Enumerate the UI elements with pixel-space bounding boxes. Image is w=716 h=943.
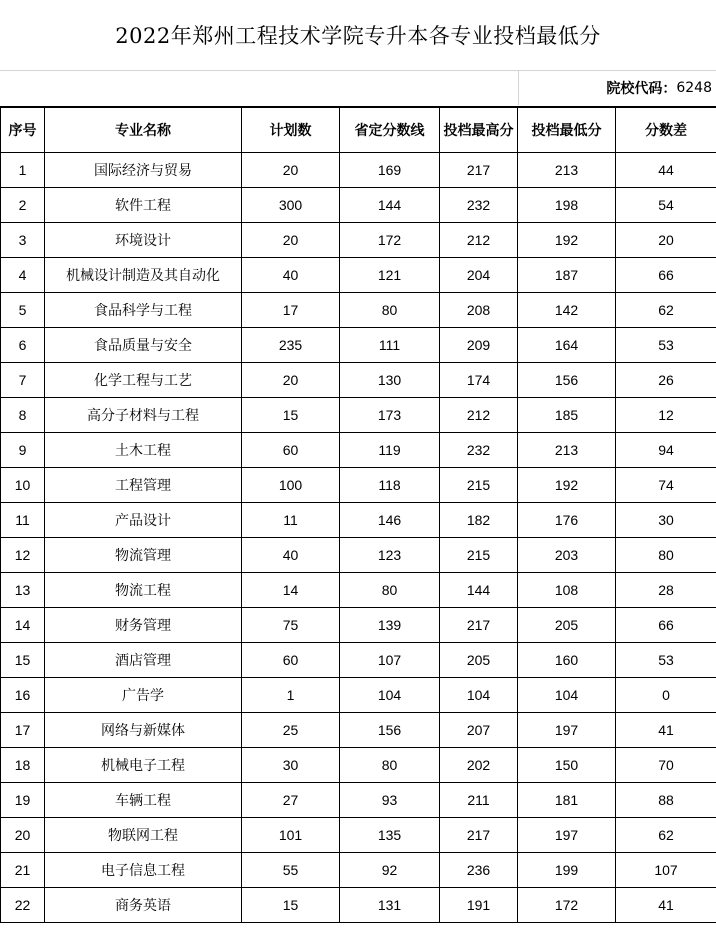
cell-diff: 74 <box>616 467 716 502</box>
cell-major: 财务管理 <box>45 607 242 642</box>
table-row <box>1 782 716 817</box>
cell-min: 205 <box>518 607 616 642</box>
cell-major: 物流管理 <box>45 537 242 572</box>
cell-min: 156 <box>518 362 616 397</box>
table-row <box>1 502 716 537</box>
cell-diff: 30 <box>616 502 716 537</box>
column-header-min: 投档最低分 <box>518 107 616 152</box>
cell-plan: 101 <box>242 817 340 852</box>
cell-major: 食品质量与安全 <box>45 327 242 362</box>
school-code-value: 6248 <box>676 80 712 96</box>
cell-diff: 12 <box>616 397 716 432</box>
table-row <box>1 327 716 362</box>
cell-threshold: 139 <box>340 607 440 642</box>
cell-index: 3 <box>1 222 45 257</box>
cell-index: 20 <box>1 817 45 852</box>
cell-max: 209 <box>440 327 518 362</box>
cell-threshold: 118 <box>340 467 440 502</box>
cell-threshold: 104 <box>340 677 440 712</box>
cell-max: 236 <box>440 852 518 887</box>
table-row <box>1 887 716 922</box>
cell-max: 217 <box>440 152 518 187</box>
table-row <box>1 817 716 852</box>
cell-index: 11 <box>1 502 45 537</box>
cell-plan: 27 <box>242 782 340 817</box>
cell-min: 104 <box>518 677 616 712</box>
cell-min: 197 <box>518 817 616 852</box>
column-header-plan: 计划数 <box>242 107 340 152</box>
cell-threshold: 121 <box>340 257 440 292</box>
cell-index: 16 <box>1 677 45 712</box>
cell-diff: 70 <box>616 747 716 782</box>
column-header-index: 序号 <box>1 107 45 152</box>
cell-min: 192 <box>518 467 616 502</box>
cell-plan: 40 <box>242 257 340 292</box>
cell-threshold: 93 <box>340 782 440 817</box>
cell-index: 10 <box>1 467 45 502</box>
cell-threshold: 80 <box>340 572 440 607</box>
cell-major: 酒店管理 <box>45 642 242 677</box>
cell-index: 8 <box>1 397 45 432</box>
cell-diff: 0 <box>616 677 716 712</box>
cell-major: 广告学 <box>45 677 242 712</box>
cell-max: 232 <box>440 187 518 222</box>
cell-plan: 60 <box>242 642 340 677</box>
cell-threshold: 131 <box>340 887 440 922</box>
cell-plan: 15 <box>242 887 340 922</box>
cell-min: 199 <box>518 852 616 887</box>
table-row <box>1 397 716 432</box>
table-row <box>1 747 716 782</box>
cell-major: 食品科学与工程 <box>45 292 242 327</box>
cell-min: 213 <box>518 432 616 467</box>
column-header-diff: 分数差 <box>616 107 716 152</box>
cell-min: 164 <box>518 327 616 362</box>
cell-diff: 66 <box>616 257 716 292</box>
cell-threshold: 130 <box>340 362 440 397</box>
table-row <box>1 152 716 187</box>
cell-index: 13 <box>1 572 45 607</box>
cell-plan: 300 <box>242 187 340 222</box>
cell-index: 2 <box>1 187 45 222</box>
table-row <box>1 222 716 257</box>
cell-max: 174 <box>440 362 518 397</box>
cell-max: 212 <box>440 397 518 432</box>
cell-threshold: 107 <box>340 642 440 677</box>
cell-max: 204 <box>440 257 518 292</box>
cell-major: 工程管理 <box>45 467 242 502</box>
cell-diff: 80 <box>616 537 716 572</box>
cell-major: 电子信息工程 <box>45 852 242 887</box>
column-header-major: 专业名称 <box>45 107 242 152</box>
cell-major: 车辆工程 <box>45 782 242 817</box>
cell-diff: 107 <box>616 852 716 887</box>
cell-min: 142 <box>518 292 616 327</box>
cell-major: 产品设计 <box>45 502 242 537</box>
table-row <box>1 257 716 292</box>
cell-min: 197 <box>518 712 616 747</box>
cell-major: 高分子材料与工程 <box>45 397 242 432</box>
cell-threshold: 119 <box>340 432 440 467</box>
cell-plan: 235 <box>242 327 340 362</box>
table-row <box>1 292 716 327</box>
cell-min: 108 <box>518 572 616 607</box>
cell-plan: 20 <box>242 222 340 257</box>
cell-diff: 88 <box>616 782 716 817</box>
cell-max: 232 <box>440 432 518 467</box>
table-row <box>1 852 716 887</box>
cell-max: 202 <box>440 747 518 782</box>
cell-plan: 40 <box>242 537 340 572</box>
cell-plan: 60 <box>242 432 340 467</box>
cell-plan: 17 <box>242 292 340 327</box>
cell-plan: 20 <box>242 362 340 397</box>
cell-max: 144 <box>440 572 518 607</box>
cell-min: 187 <box>518 257 616 292</box>
cell-min: 160 <box>518 642 616 677</box>
cell-plan: 15 <box>242 397 340 432</box>
cell-threshold: 173 <box>340 397 440 432</box>
cell-major: 商务英语 <box>45 887 242 922</box>
cell-index: 15 <box>1 642 45 677</box>
cell-index: 22 <box>1 887 45 922</box>
title-row <box>0 0 716 71</box>
cell-min: 176 <box>518 502 616 537</box>
cell-min: 192 <box>518 222 616 257</box>
cell-plan: 55 <box>242 852 340 887</box>
table-row <box>1 677 716 712</box>
cell-major: 环境设计 <box>45 222 242 257</box>
cell-diff: 54 <box>616 187 716 222</box>
cell-major: 机械电子工程 <box>45 747 242 782</box>
cell-plan: 11 <box>242 502 340 537</box>
cell-min: 172 <box>518 887 616 922</box>
cell-major: 机械设计制造及其自动化 <box>45 257 242 292</box>
cell-threshold: 135 <box>340 817 440 852</box>
cell-min: 150 <box>518 747 616 782</box>
cell-plan: 20 <box>242 152 340 187</box>
cell-major: 国际经济与贸易 <box>45 152 242 187</box>
cell-min: 198 <box>518 187 616 222</box>
cell-threshold: 92 <box>340 852 440 887</box>
cell-threshold: 111 <box>340 327 440 362</box>
table-row <box>1 362 716 397</box>
table-row <box>1 712 716 747</box>
table-row <box>1 187 716 222</box>
cell-index: 19 <box>1 782 45 817</box>
table-row <box>1 607 716 642</box>
cell-diff: 41 <box>616 712 716 747</box>
cell-threshold: 80 <box>340 747 440 782</box>
cell-index: 12 <box>1 537 45 572</box>
cell-index: 5 <box>1 292 45 327</box>
cell-index: 21 <box>1 852 45 887</box>
cell-diff: 53 <box>616 642 716 677</box>
cell-diff: 53 <box>616 327 716 362</box>
cell-diff: 41 <box>616 887 716 922</box>
cell-plan: 25 <box>242 712 340 747</box>
score-table <box>0 106 716 923</box>
cell-plan: 14 <box>242 572 340 607</box>
page-title: 2022年郑州工程技术学院专升本各专业投档最低分 <box>115 24 601 48</box>
cell-threshold: 156 <box>340 712 440 747</box>
cell-major: 物联网工程 <box>45 817 242 852</box>
cell-diff: 28 <box>616 572 716 607</box>
school-code-label: 院校代码： <box>606 81 677 97</box>
table-row <box>1 572 716 607</box>
cell-index: 14 <box>1 607 45 642</box>
cell-major: 网络与新媒体 <box>45 712 242 747</box>
cell-threshold: 123 <box>340 537 440 572</box>
cell-index: 4 <box>1 257 45 292</box>
cell-major: 物流工程 <box>45 572 242 607</box>
cell-max: 104 <box>440 677 518 712</box>
cell-major: 软件工程 <box>45 187 242 222</box>
table-row <box>1 537 716 572</box>
cell-index: 6 <box>1 327 45 362</box>
cell-major: 化学工程与工艺 <box>45 362 242 397</box>
header-row <box>1 107 716 152</box>
cell-major: 土木工程 <box>45 432 242 467</box>
empty-cell <box>0 71 519 105</box>
table-row <box>1 642 716 677</box>
cell-index: 7 <box>1 362 45 397</box>
cell-plan: 75 <box>242 607 340 642</box>
cell-threshold: 169 <box>340 152 440 187</box>
school-code-row <box>0 71 716 105</box>
cell-diff: 62 <box>616 292 716 327</box>
cell-diff: 20 <box>616 222 716 257</box>
cell-max: 207 <box>440 712 518 747</box>
cell-index: 17 <box>1 712 45 747</box>
table-row <box>1 432 716 467</box>
cell-threshold: 172 <box>340 222 440 257</box>
cell-diff: 44 <box>616 152 716 187</box>
cell-min: 185 <box>518 397 616 432</box>
cell-max: 211 <box>440 782 518 817</box>
cell-min: 213 <box>518 152 616 187</box>
cell-max: 215 <box>440 537 518 572</box>
cell-threshold: 80 <box>340 292 440 327</box>
cell-index: 1 <box>1 152 45 187</box>
cell-index: 9 <box>1 432 45 467</box>
school-code-cell <box>519 71 716 105</box>
cell-max: 215 <box>440 467 518 502</box>
table-row <box>1 467 716 502</box>
cell-max: 191 <box>440 887 518 922</box>
cell-plan: 100 <box>242 467 340 502</box>
cell-max: 217 <box>440 607 518 642</box>
column-header-max: 投档最高分 <box>440 107 518 152</box>
cell-max: 217 <box>440 817 518 852</box>
cell-diff: 26 <box>616 362 716 397</box>
cell-diff: 62 <box>616 817 716 852</box>
cell-plan: 30 <box>242 747 340 782</box>
cell-diff: 66 <box>616 607 716 642</box>
cell-plan: 1 <box>242 677 340 712</box>
cell-min: 181 <box>518 782 616 817</box>
cell-max: 212 <box>440 222 518 257</box>
column-header-threshold: 省定分数线 <box>340 107 440 152</box>
cell-min: 203 <box>518 537 616 572</box>
cell-index: 18 <box>1 747 45 782</box>
cell-threshold: 144 <box>340 187 440 222</box>
cell-threshold: 146 <box>340 502 440 537</box>
cell-diff: 94 <box>616 432 716 467</box>
cell-max: 182 <box>440 502 518 537</box>
cell-max: 208 <box>440 292 518 327</box>
cell-max: 205 <box>440 642 518 677</box>
